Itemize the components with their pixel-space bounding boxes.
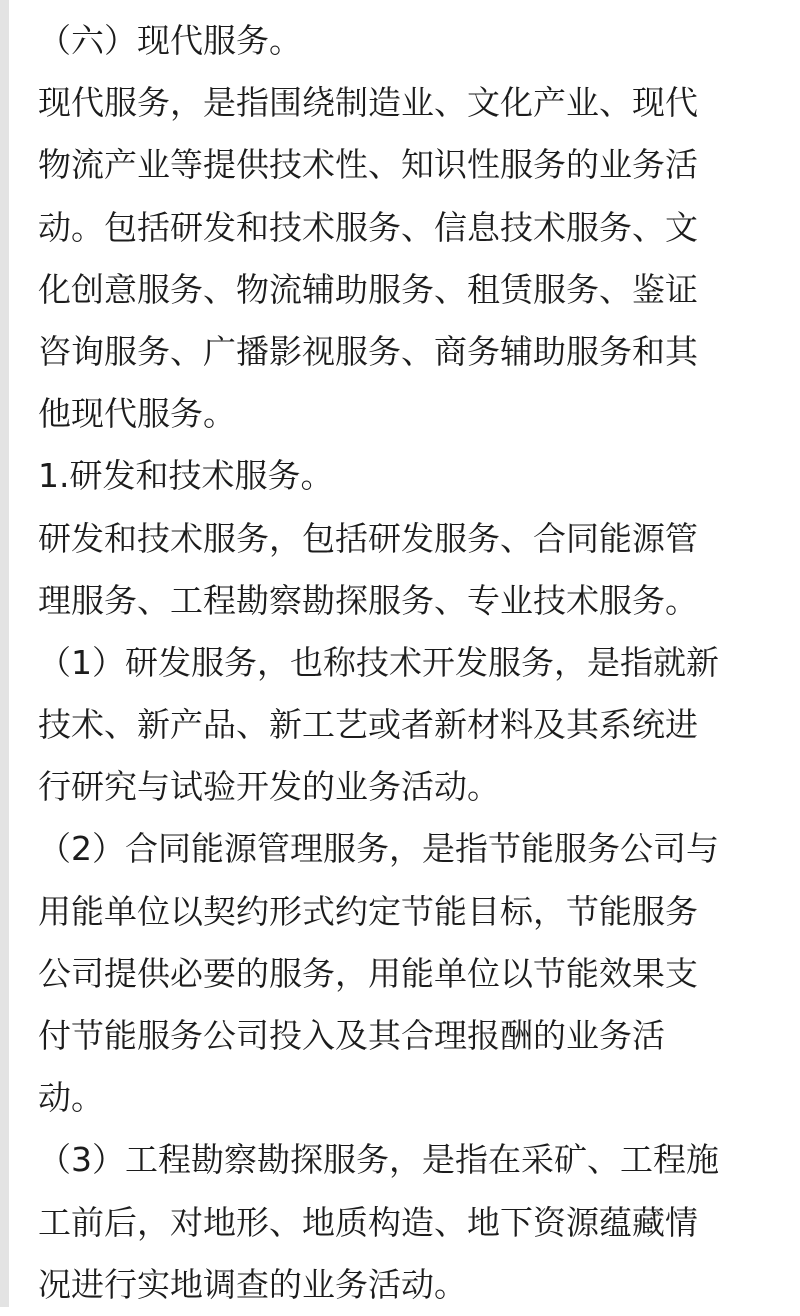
item-1-line: 技术、新产品、新工艺或者新材料及其系统进 [38, 705, 698, 745]
item-2-line: 付节能服务公司投入及其合理报酬的业务活 [38, 1016, 665, 1055]
paragraph-line: 理服务、工程勘察勘探服务、专业技术服务。 [38, 580, 698, 620]
paragraph-line: 动。包括研发和技术服务、信息技术服务、文 [38, 207, 698, 247]
item-1-line: 行研究与试验开发的业务活动。 [38, 767, 500, 807]
item-2-line: 用能单位以契约形式约定节能目标，节能服务 [38, 891, 698, 931]
item-2-line: （2）合同能源管理服务，是指节能服务公司与 [38, 829, 719, 869]
item-3-line: 况进行实地调查的业务活动。 [38, 1264, 467, 1304]
paragraph-line: 咨询服务、广播影视服务、商务辅助服务和其 [38, 331, 698, 371]
heading-modern-services: （六）现代服务。 [38, 21, 302, 60]
paragraph-line: 现代服务，是指围绕制造业、文化产业、现代 [38, 83, 698, 123]
paragraph-line: 物流产业等提供技术性、知识性服务的业务活 [38, 145, 698, 185]
item-3-line: 工前后，对地形、地质构造、地下资源蕴藏情 [38, 1202, 698, 1242]
paragraph-line: 研发和技术服务，包括研发服务、合同能源管 [38, 518, 698, 558]
document-body [38, 10, 758, 1316]
heading-rd-tech-services: 1.研发和技术服务。 [38, 456, 334, 496]
item-3-line: （3）工程勘察勘探服务，是指在采矿、工程施 [38, 1140, 719, 1180]
paragraph-line: 化创意服务、物流辅助服务、租赁服务、鉴证 [38, 269, 698, 309]
paragraph-line: 他现代服务。 [38, 394, 236, 434]
left-border [0, 0, 9, 1307]
item-2-line: 公司提供必要的服务，用能单位以节能效果支 [38, 953, 698, 993]
item-2-line: 动。 [38, 1078, 104, 1118]
item-1-line: （1）研发服务，也称技术开发服务，是指就新 [38, 642, 719, 682]
